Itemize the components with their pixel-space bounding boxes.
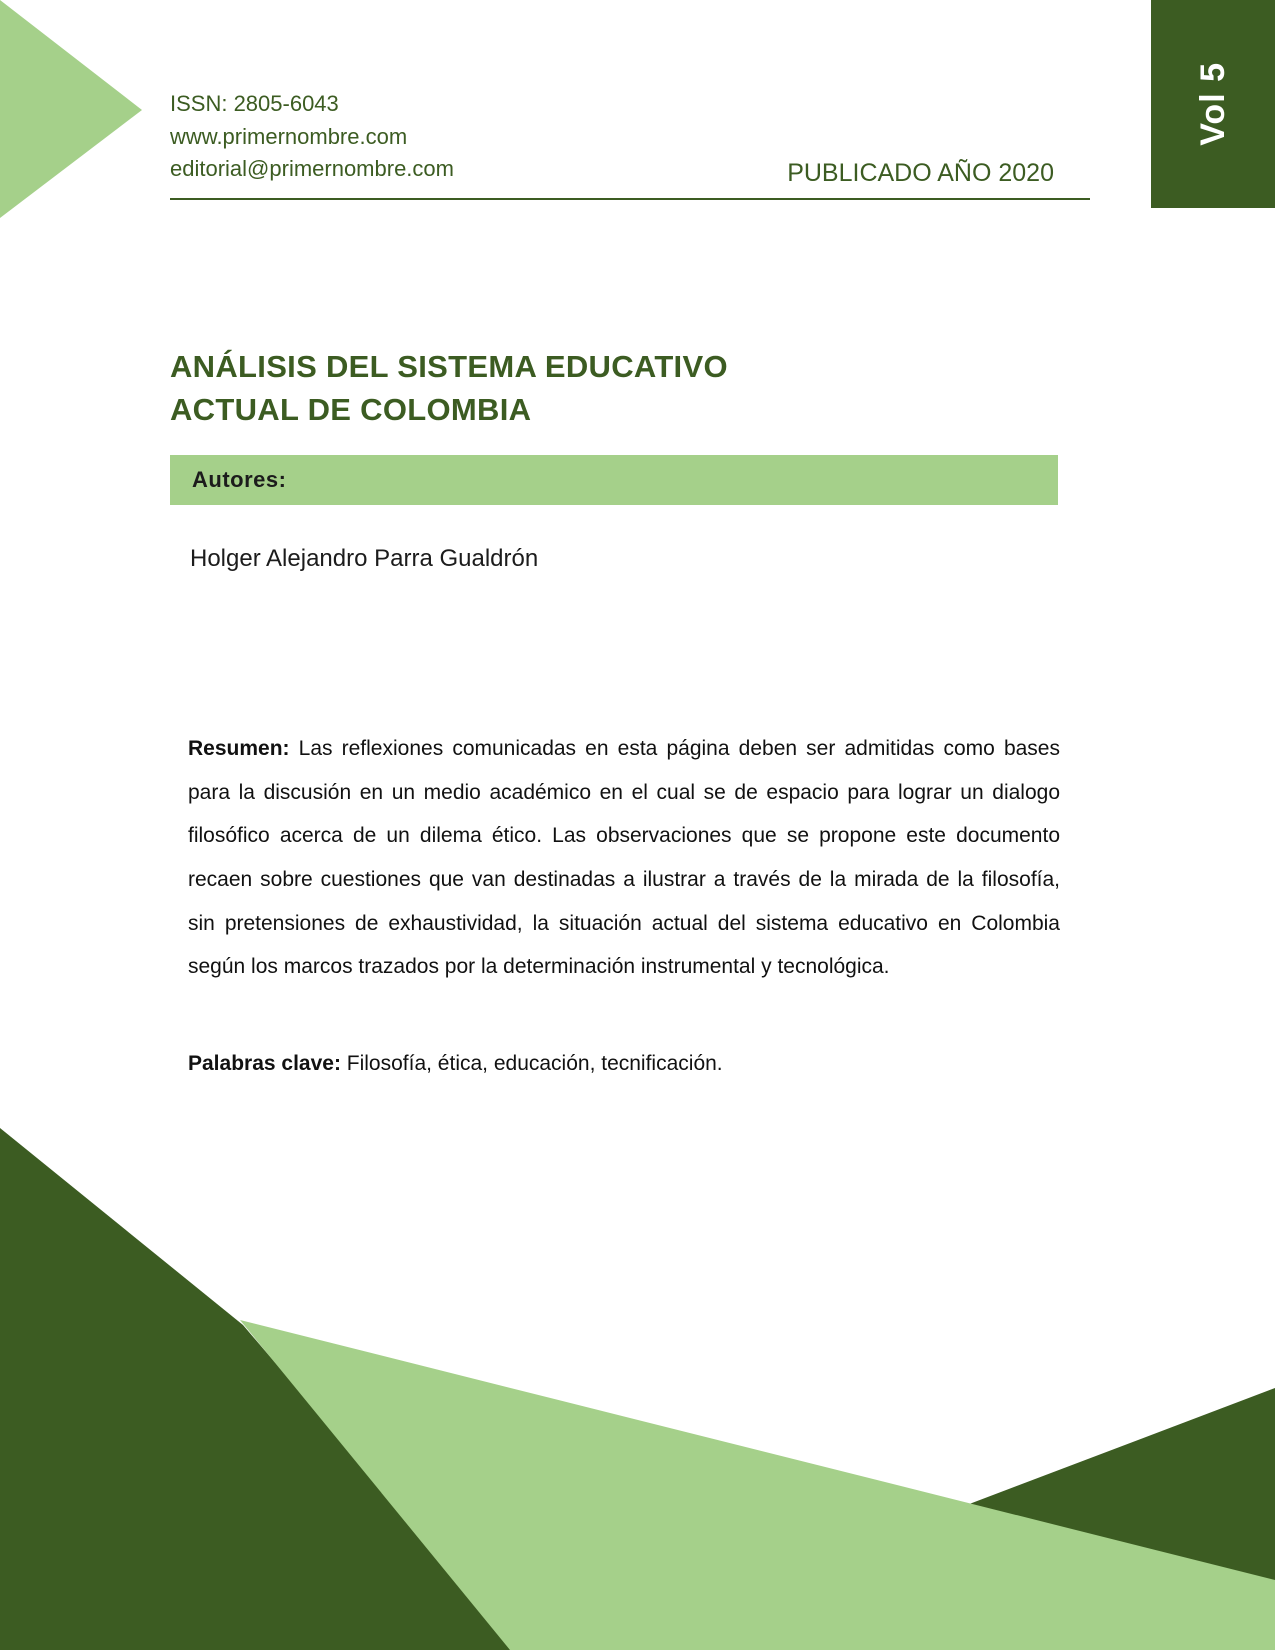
abstract-text: Las reflexiones comunicadas en esta página deben ser admitidas como bases para la discusión en un medio académico en el cual se de espacio para lograr un dialogo filosófico acerca de un dilema ético. Las observaciones que se propone este documento recaen sobre cuestiones que van destinadas a ilustrar a través de la mirada de la filosofía, sin pretensiones de exhaustividad, la situación actual del sistema educativo en Colombia según los marcos trazados por la determinación instrumental y tecnológica. xyxy=(188,737,1060,979)
authors-heading-bar xyxy=(170,455,1058,505)
authors-heading-label: Autores: xyxy=(192,467,287,492)
author-name: Holger Alejandro Parra Gualdrón xyxy=(190,545,539,572)
journal-email[interactable]: editorial@primernombre.com xyxy=(170,156,454,182)
volume-label: Vol 5 xyxy=(1194,62,1232,146)
page-title-line-1: ANÁLISIS DEL SISTEMA EDUCATIVO xyxy=(170,348,728,384)
abstract-paragraph xyxy=(188,727,1060,989)
masthead-inner xyxy=(170,88,1090,200)
keywords-text: Filosofía, ética, educación, tecnificación. xyxy=(340,1052,723,1075)
abstract-section xyxy=(188,727,1060,989)
issn-text: ISSN: 2805-6043 xyxy=(170,91,339,116)
journal-website[interactable]: www.primernombre.com xyxy=(170,123,408,149)
masthead xyxy=(170,88,1090,200)
triangle-arrow-decoration-icon xyxy=(0,0,150,220)
keywords-label: Palabras clave: xyxy=(188,1052,341,1075)
publication-year: PUBLICADO AÑO 2020 xyxy=(787,159,1054,187)
page-title xyxy=(170,346,1050,432)
keywords-line xyxy=(188,1047,1060,1081)
volume-tab xyxy=(1151,0,1275,208)
page-title-line-2: ACTUAL DE COLOMBIA xyxy=(170,391,532,427)
abstract-label: Resumen: xyxy=(188,737,290,760)
